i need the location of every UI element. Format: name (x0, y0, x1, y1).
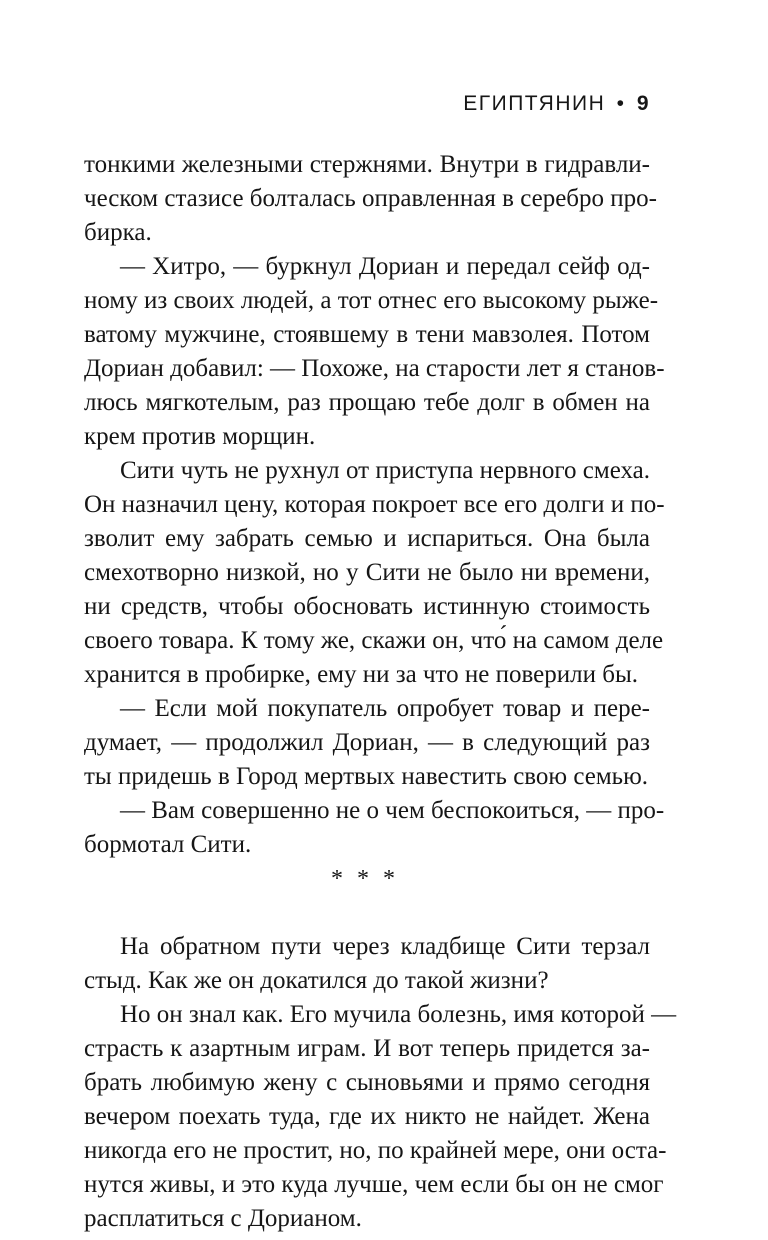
text-line: своего товара. К тому же, скажи он, что́ на самом деле (84, 627, 664, 654)
text-line: вечером поехать туда, где их никто не найдет. Жена (84, 1103, 650, 1130)
text-line: думает, — продолжил Дориан, — в следующий раз (84, 729, 650, 756)
text-line: нутся живы, и это куда лучше, чем если бы он не смог (84, 1171, 664, 1198)
text-line: ческом стазисе болталась оправленная в серебро про- (84, 185, 657, 212)
page-number: 9 (636, 92, 650, 115)
text-line: хранится в пробирке, ему ни за что не поверили бы. (84, 661, 639, 688)
text-line: — Если мой покупатель опробует товар и пере- (120, 695, 650, 722)
text-line: брать любимую жену с сыновьями и прямо сегодня (84, 1069, 650, 1096)
book-title: ЕГИПТЯНИН (463, 92, 606, 115)
text-line: стыд. Как же он докатился до такой жизни? (84, 967, 549, 994)
text-line: крем против морщин. (84, 423, 316, 450)
text-line: страсть к азартным играм. И вот теперь придется за- (84, 1035, 650, 1062)
text-line: люсь мягкотелым, раз прощаю тебе долг в обмен на (84, 389, 650, 416)
text-line: Он назначил цену, которая покроет все его долги и по- (84, 491, 665, 518)
text-line: никогда его не простит, но, по крайней мере, они оста- (84, 1137, 667, 1164)
text-line: ватому мужчине, стоявшему в тени мавзолея. Потом (84, 321, 650, 348)
text-line: ты придешь в Город мертвых навестить свою семью. (84, 763, 649, 790)
text-line: ному из своих людей, а тот отнес его высокому рыже- (84, 287, 659, 314)
text-line: зволит ему забрать семью и испариться. Она была (84, 525, 650, 552)
text-line: Сити чуть не рухнул от приступа нервного смеха. (120, 457, 650, 484)
text-line: Дориан добавил: — Похоже, на старости лет я станов- (84, 355, 665, 382)
running-header (463, 92, 650, 116)
text-line: тонкими железными стержнями. Внутри в гидравли- (84, 151, 650, 178)
text-line: расплатиться с Дорианом. (84, 1205, 362, 1232)
header-bullet: • (616, 92, 626, 115)
text-line: бормотал Сити. (84, 831, 252, 858)
text-line: бирка. (84, 219, 152, 246)
text-line: — Хитро, — буркнул Дориан и передал сейф од- (120, 253, 650, 280)
text-line: смехотворно низкой, но у Сити не было ни времени, (84, 559, 650, 586)
text-line: ни средств, чтобы обосновать истинную стоимость (84, 593, 650, 620)
section-separator: * * * (331, 866, 399, 892)
text-line: На обратном пути через кладбище Сити терзал (120, 933, 650, 960)
text-line: Но он знал как. Его мучила болезнь, имя которой — (120, 1001, 677, 1028)
text-line: — Вам совершенно не о чем беспокоиться, — про- (120, 797, 665, 824)
